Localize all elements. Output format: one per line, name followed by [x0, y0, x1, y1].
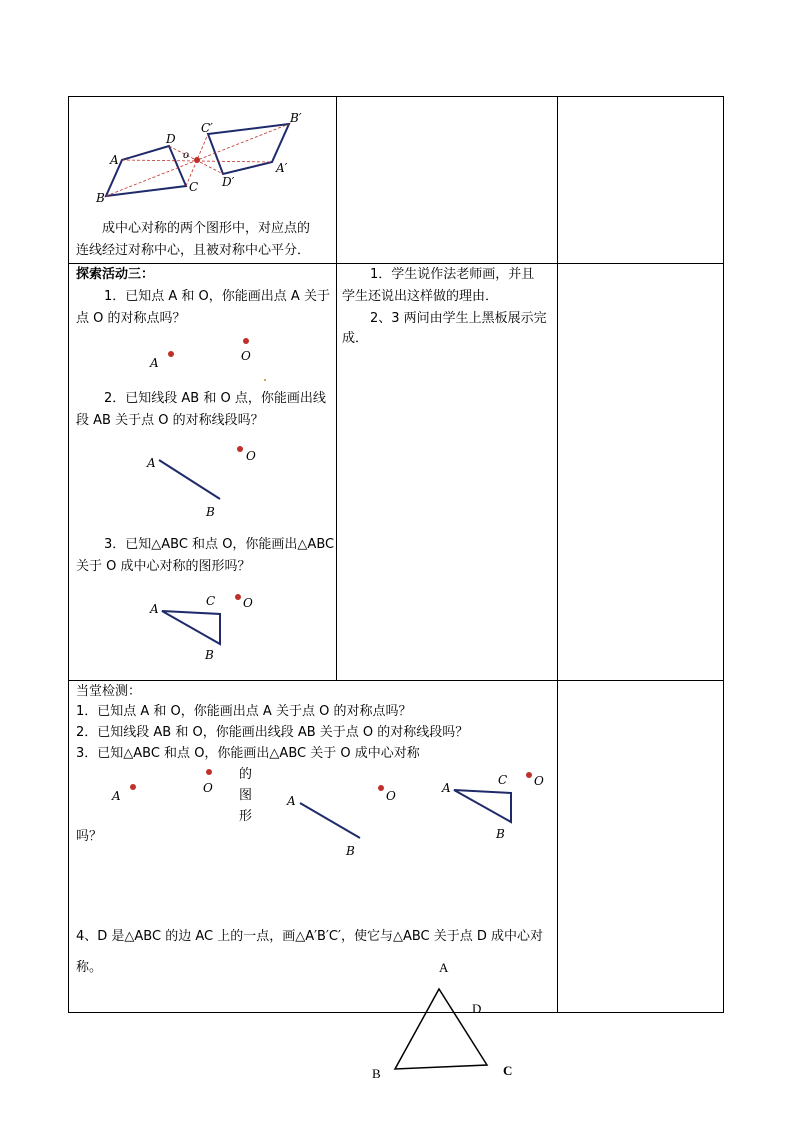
activity3-q2-line2: 段 AB 关于点 O 的对称线段吗？	[76, 413, 264, 428]
check-title: 当堂检测：	[76, 684, 142, 699]
label-C: C	[503, 1063, 513, 1078]
triangle-ABC	[162, 611, 220, 644]
label-B: B	[96, 191, 105, 205]
check-q2: 2．已知线段 AB 和 O，你能画出线段 AB 关于点 O 的对称线段吗？	[76, 725, 469, 740]
point-O	[526, 772, 532, 778]
label-A: A	[112, 789, 121, 803]
segment-AB	[159, 460, 220, 499]
label-A: A	[147, 456, 156, 470]
label-O: O	[534, 774, 544, 788]
teacher-note-2-line1: 2、3 两问由学生上黑板展示完	[370, 311, 547, 326]
activity3-q1-line1: 1．已知点 A 和 O，你能画出点 A 关于	[104, 289, 330, 304]
point-O	[243, 338, 249, 344]
check-q4-line1: 4、D 是△ABC 的边 AC 上的一点，画△A′B′C′，使它与△ABC 关于点 D 成中心对	[76, 929, 544, 944]
activity-q2-figure	[146, 446, 256, 519]
activity3-q3-line2: 关于 O 成中心对称的图形吗？	[76, 559, 251, 574]
triangle-ABC	[454, 790, 511, 822]
label-A-prime: A′	[276, 161, 288, 175]
label-D: D	[166, 132, 176, 146]
label-o: o	[183, 150, 190, 161]
point-A	[130, 784, 136, 790]
sym-note-line2: 连线经过对称中心，且被对称中心平分．	[76, 243, 311, 258]
check-q1: 1．已知点 A 和 O，你能画出点 A 关于点 O 的对称点吗？	[76, 704, 412, 719]
label-O: O	[246, 449, 256, 463]
center-point-o	[194, 157, 200, 163]
activity3-q2-line1: 2．已知线段 AB 和 O 点，你能画出线	[104, 391, 326, 406]
teacher-note-2-line2: 成．	[342, 331, 369, 346]
activity3-q1-line2: 点 O 的对称点吗？	[76, 311, 186, 326]
segment-AB	[300, 803, 360, 838]
stray-dot	[264, 379, 266, 381]
check-q3: 3．已知△ABC 和点 O，你能画出△ABC 关于 O 成中心对称	[76, 746, 420, 761]
label-O: O	[243, 596, 253, 610]
check-q4-line2: 称。	[76, 960, 103, 975]
label-C: C	[206, 594, 216, 608]
label-O: O	[203, 781, 213, 795]
label-D-prime: D′	[222, 175, 235, 189]
sym-note-line1: 成中心对称的两个图形中，对应点的	[102, 221, 311, 236]
point-O	[206, 769, 212, 775]
label-O: O	[241, 349, 251, 363]
check-q3-tail: 吗？	[76, 829, 103, 844]
check-q3-char-de: 的	[239, 767, 253, 782]
label-C: C	[498, 773, 508, 787]
teacher-note-1-line1: 1．学生说作法老师画，并且	[370, 267, 535, 282]
label-B: B	[496, 827, 505, 841]
activity-q3-figure	[149, 594, 253, 662]
point-O	[235, 594, 241, 600]
label-A: A	[287, 794, 296, 808]
check-q3-figure	[441, 772, 544, 841]
label-O: O	[386, 789, 396, 803]
label-C-prime: C′	[201, 121, 213, 135]
check-q4-figure	[372, 960, 512, 1081]
label-B-prime: B′	[290, 111, 302, 125]
check-q2-figure	[286, 785, 396, 858]
activity3-q3-line1: 3．已知△ABC 和点 O，你能画出△ABC	[104, 537, 335, 552]
label-A: A	[150, 602, 159, 616]
point-A	[168, 351, 174, 357]
label-A: A	[110, 153, 119, 167]
label-A: A	[439, 960, 449, 975]
label-B: B	[372, 1066, 381, 1081]
point-O	[378, 785, 384, 791]
check-q3-char-xing: 形	[239, 809, 253, 824]
figure-central-symmetry	[95, 111, 302, 205]
label-B: B	[206, 505, 215, 519]
teacher-note-1-line2: 学生还说出这样做的理由．	[342, 289, 499, 304]
label-B: B	[346, 844, 355, 858]
check-q1-figure	[111, 769, 213, 803]
label-C: C	[189, 180, 199, 194]
activity-q1-figure	[149, 338, 251, 370]
label-B: B	[205, 648, 214, 662]
activity3-title: 探索活动三：	[76, 267, 155, 282]
label-D: D	[472, 1001, 482, 1016]
label-A: A	[442, 781, 451, 795]
point-O	[237, 446, 243, 452]
label-A: A	[150, 356, 159, 370]
check-q3-char-tu: 图	[239, 788, 253, 803]
